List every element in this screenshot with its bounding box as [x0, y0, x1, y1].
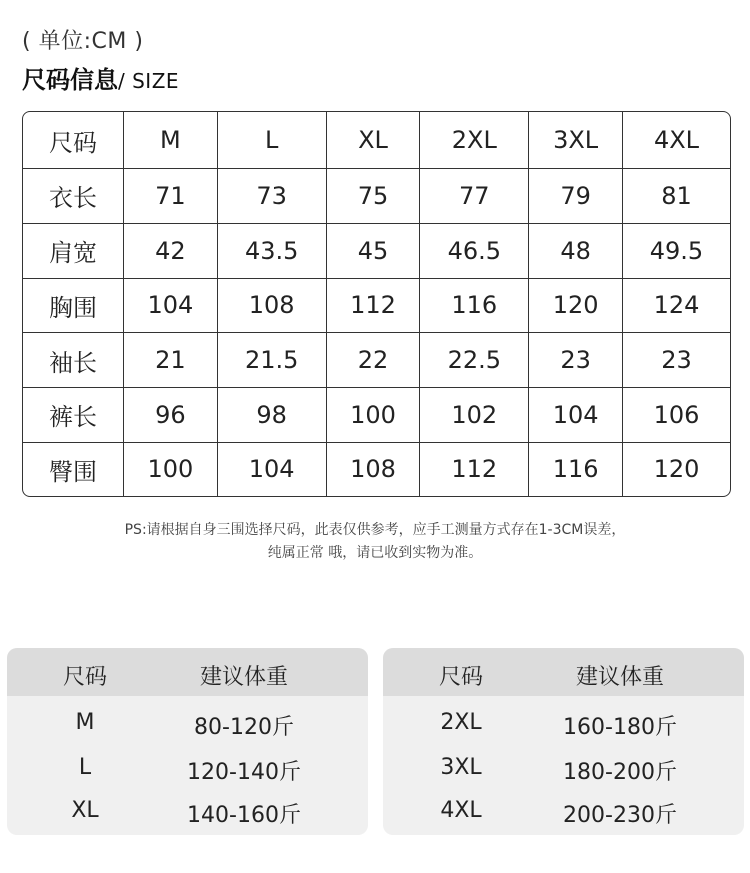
table-cell: 108 — [327, 443, 421, 496]
weight-column-header: 建议体重 — [575, 665, 664, 690]
table-cell: 104 — [124, 279, 218, 334]
size-table — [22, 111, 731, 497]
table-cell: 79 — [529, 169, 623, 224]
table-header-cell: 尺码 — [23, 112, 124, 169]
table-cell: 116 — [420, 279, 529, 334]
table-row — [23, 388, 730, 443]
weight-table-header — [383, 648, 744, 696]
table-cell: 48 — [529, 224, 623, 279]
table-cell: 112 — [327, 279, 421, 334]
table-row — [23, 443, 730, 496]
weight-row-value: 80-120斤 — [194, 715, 294, 740]
row-label: 臀围 — [23, 443, 124, 496]
table-cell: 102 — [420, 388, 529, 443]
weight-row-size: 3XL — [440, 755, 482, 780]
row-label: 肩宽 — [23, 224, 124, 279]
table-header-cell: 3XL — [529, 112, 623, 169]
weight-row-size: L — [78, 755, 92, 780]
row-label: 裤长 — [23, 388, 124, 443]
table-cell: 104 — [218, 443, 327, 496]
row-label: 衣长 — [23, 169, 124, 224]
table-cell: 43.5 — [218, 224, 327, 279]
weight-row-size: M — [75, 710, 95, 735]
weight-row-value: 200-230斤 — [563, 803, 677, 828]
weight-row-size: 4XL — [440, 798, 482, 823]
weight-table-left — [7, 648, 368, 835]
table-cell: 23 — [529, 333, 623, 388]
table-header-cell: 2XL — [420, 112, 529, 169]
weight-row-size: XL — [71, 798, 99, 823]
note-line-2: 纯属正常 哦，请已收到实物为准。 — [267, 545, 483, 561]
table-cell: 42 — [124, 224, 218, 279]
weight-row-value: 160-180斤 — [563, 715, 677, 740]
table-cell: 124 — [623, 279, 730, 334]
row-label: 袖长 — [23, 333, 124, 388]
table-cell: 73 — [218, 169, 327, 224]
weight-column-header: 建议体重 — [199, 665, 288, 690]
table-cell: 120 — [529, 279, 623, 334]
title-en: / SIZE — [118, 69, 180, 93]
table-header-row — [23, 112, 730, 169]
table-cell: 108 — [218, 279, 327, 334]
table-cell: 49.5 — [623, 224, 730, 279]
table-cell: 22 — [327, 333, 421, 388]
table-cell: 46.5 — [420, 224, 529, 279]
row-label: 胸围 — [23, 279, 124, 334]
table-cell: 21 — [124, 333, 218, 388]
table-cell: 81 — [623, 169, 730, 224]
table-row — [23, 279, 730, 334]
weight-row-value: 180-200斤 — [563, 760, 677, 785]
table-cell: 116 — [529, 443, 623, 496]
table-cell: 104 — [529, 388, 623, 443]
weight-row-value: 120-140斤 — [187, 760, 301, 785]
table-cell: 71 — [124, 169, 218, 224]
table-cell: 75 — [327, 169, 421, 224]
table-row — [23, 169, 730, 224]
table-row — [23, 333, 730, 388]
weight-row-size: 2XL — [440, 710, 482, 735]
table-row — [23, 224, 730, 279]
size-column-header: 尺码 — [438, 665, 483, 690]
table-header-cell: XL — [327, 112, 421, 169]
table-header-cell: M — [124, 112, 218, 169]
table-cell: 96 — [124, 388, 218, 443]
title-cn: 尺码信息 — [22, 66, 118, 94]
size-column-header: 尺码 — [62, 665, 107, 690]
table-cell: 120 — [653, 455, 700, 484]
size-info-title — [22, 60, 179, 95]
table-cell: 21.5 — [218, 333, 327, 388]
note-line-1: PS:请根据自身三围选择尺码，此表仅供参考，应手工测量方式存在1-3CM误差， — [124, 522, 626, 538]
table-header-cell: L — [218, 112, 327, 169]
table-cell: 98 — [218, 388, 327, 443]
table-cell: 22.5 — [420, 333, 529, 388]
weight-table-right — [383, 648, 744, 835]
table-cell: 112 — [420, 443, 529, 496]
table-cell: 23 — [623, 333, 730, 388]
weight-table-header — [7, 648, 368, 696]
unit-label: ( 单位:CM ) — [22, 29, 144, 54]
weight-row-value: 140-160斤 — [187, 803, 301, 828]
table-cell: 100 — [327, 388, 421, 443]
table-cell: 77 — [420, 169, 529, 224]
table-cell: 106 — [623, 388, 730, 443]
table-header-cell: 4XL — [623, 112, 730, 169]
table-cell: 45 — [327, 224, 421, 279]
table-cell: 100 — [124, 443, 218, 496]
